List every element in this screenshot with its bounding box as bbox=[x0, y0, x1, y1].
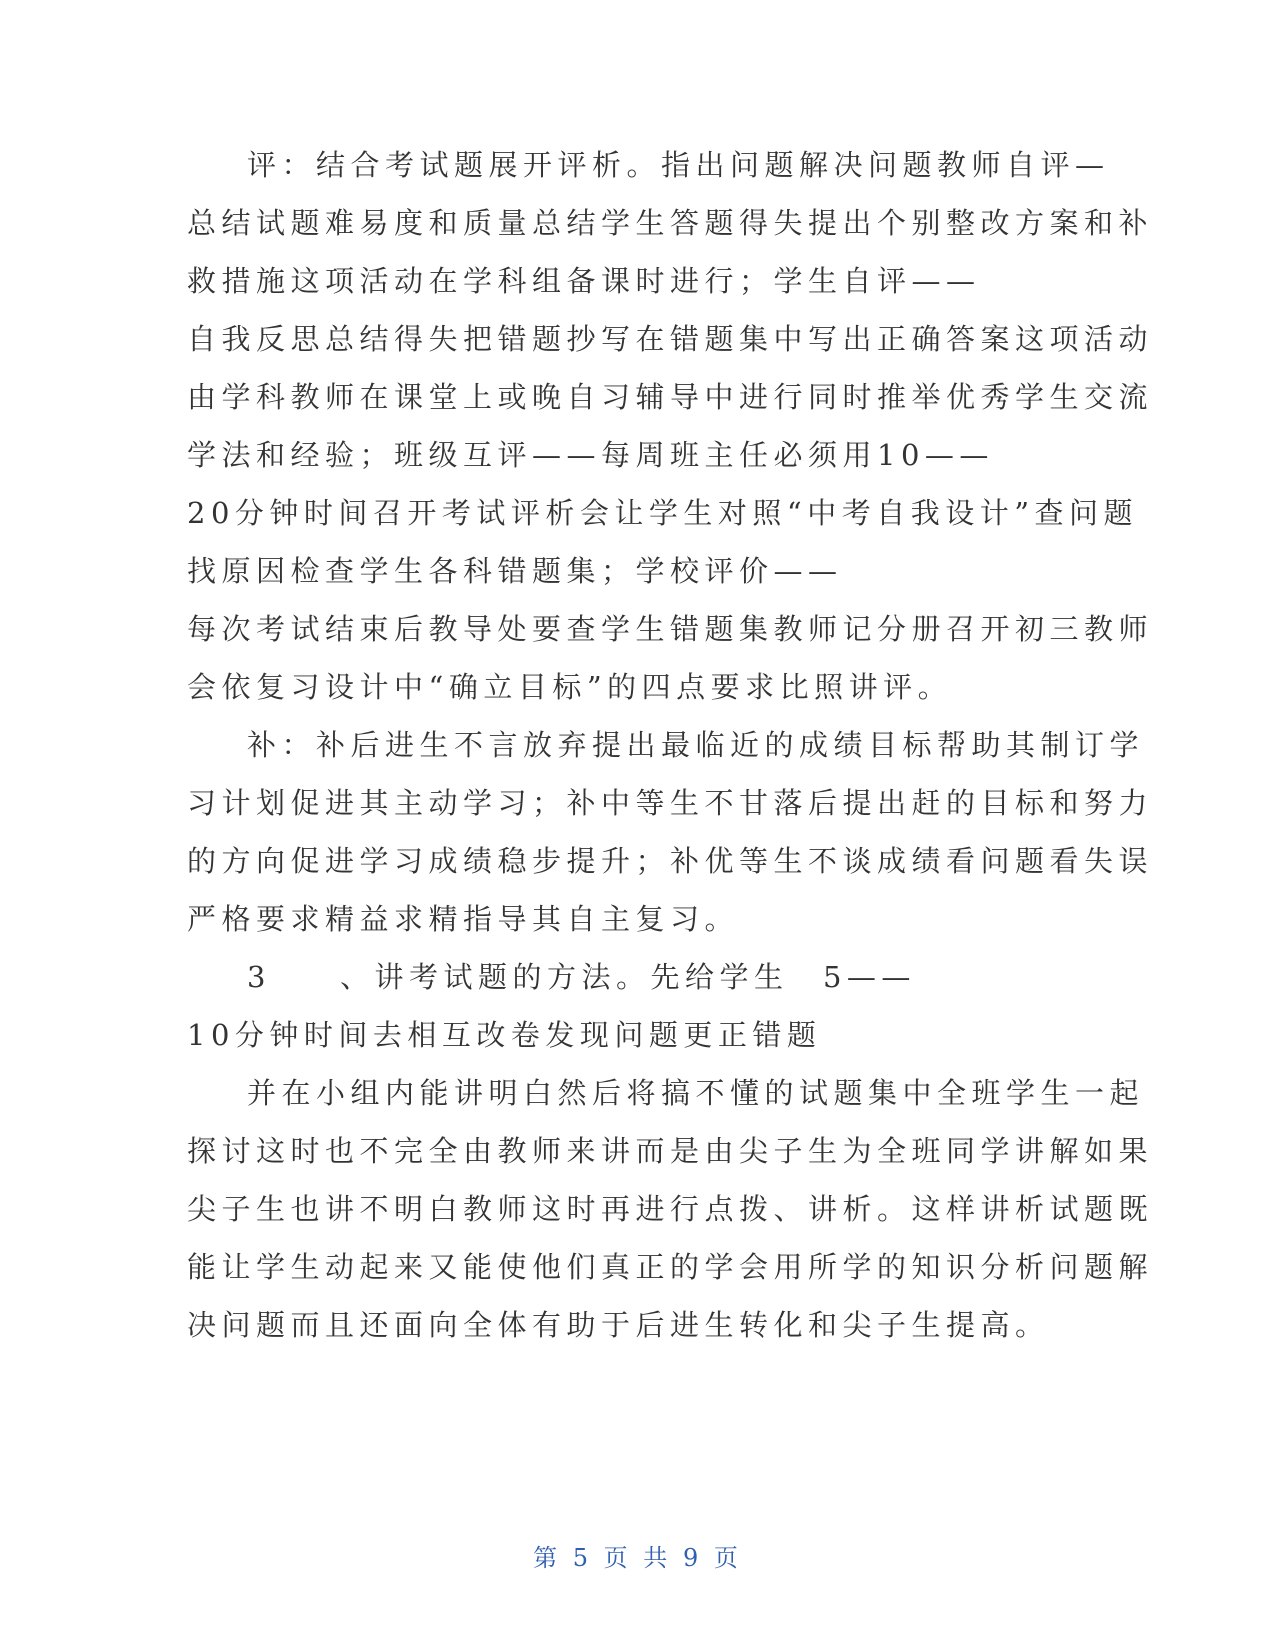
text-line: 尖子生也讲不明白教师这时再进行点拨、讲析。这样讲析试题既 bbox=[187, 1192, 1154, 1226]
text-line: 习计划促进其主动学习；补中等生不甘落后提出赶的目标和努力 bbox=[187, 786, 1154, 820]
text-line: 20分钟时间召开考试评析会让学生对照“中考自我设计”查问题 bbox=[187, 496, 1139, 530]
text-line: 能让学生动起来又能使他们真正的学会用所学的知识分析问题解 bbox=[187, 1250, 1154, 1284]
text-line: 3 、讲考试题的方法。先给学生 5—— bbox=[247, 960, 916, 994]
text-line: 由学科教师在课堂上或晚自习辅导中进行同时推举优秀学生交流 bbox=[187, 380, 1154, 414]
text-line: 会依复习设计中“确立目标”的四点要求比照讲评。 bbox=[187, 670, 953, 704]
text-line: 并在小组内能讲明白然后将搞不懂的试题集中全班学生一起 bbox=[247, 1076, 1145, 1110]
text-line: 10分钟时间去相互改卷发现问题更正错题 bbox=[187, 1018, 822, 1052]
text-line: 每次考试结束后教导处要查学生错题集教师记分册召开初三教师 bbox=[187, 612, 1154, 646]
text-line: 学法和经验；班级互评——每周班主任必须用10—— bbox=[187, 438, 994, 472]
text-line: 评：结合考试题展开评析。指出问题解决问题教师自评— bbox=[247, 148, 1110, 182]
text-line: 的方向促进学习成绩稳步提升；补优等生不谈成绩看问题看失误 bbox=[187, 844, 1154, 878]
text-line: 探讨这时也不完全由教师来讲而是由尖子生为全班同学讲解如果 bbox=[187, 1134, 1154, 1168]
text-line: 自我反思总结得失把错题抄写在错题集中写出正确答案这项活动 bbox=[187, 322, 1154, 356]
text-line: 总结试题难易度和质量总结学生答题得失提出个别整改方案和补 bbox=[187, 206, 1154, 240]
text-line: 严格要求精益求精指导其自主复习。 bbox=[187, 902, 740, 936]
text-line: 补：补后进生不言放弃提出最临近的成绩目标帮助其制订学 bbox=[247, 728, 1145, 762]
text-line: 决问题而且还面向全体有助于后进生转化和尖子生提高。 bbox=[187, 1308, 1050, 1342]
text-line: 找原因检查学生各科错题集；学校评价—— bbox=[187, 554, 843, 588]
page-number-footer: 第 5 页 共 9 页 bbox=[533, 1544, 742, 1572]
text-line: 救措施这项活动在学科组备课时进行；学生自评—— bbox=[187, 264, 981, 298]
